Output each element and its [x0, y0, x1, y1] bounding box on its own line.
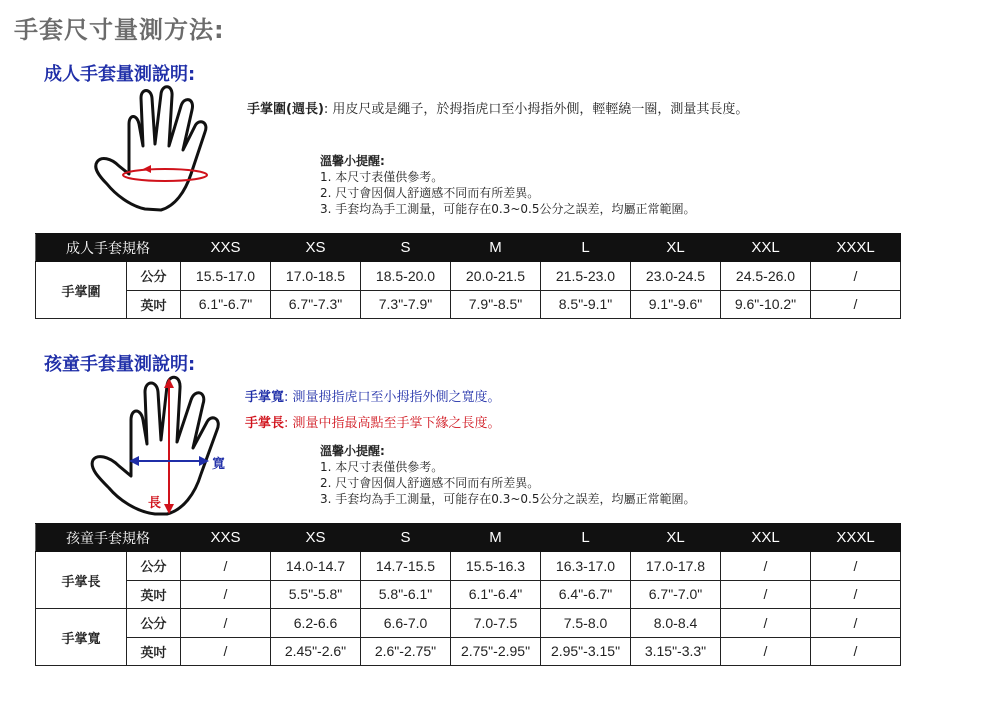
- note-item: 3. 手套均為手工測量，可能存在0.3~0.5公分之誤差，均屬正常範圍。: [320, 202, 696, 216]
- row-group-cell: [36, 552, 181, 609]
- table-header-row: [36, 524, 901, 552]
- table-cell: 7.3"-7.9": [361, 290, 451, 319]
- size-header: S: [361, 524, 451, 552]
- unit-label: 公分: [127, 552, 180, 581]
- table-cell: 2.75"-2.95": [451, 637, 541, 666]
- table-cell: 2.6"-2.75": [361, 637, 451, 666]
- size-header: XS: [271, 524, 361, 552]
- unit-label: 英吋: [140, 297, 167, 313]
- adult-size-table: [35, 233, 901, 319]
- table-cell: 6.7"-7.3": [271, 290, 361, 319]
- palm-length-desc: : 測量中指最高點至手掌下緣之長度。: [284, 416, 501, 431]
- table-cell: 9.6"-10.2": [721, 290, 811, 319]
- notes-title: 溫馨小提醒:: [320, 154, 385, 168]
- table-cell: 2.45"-2.6": [271, 637, 361, 666]
- table-cell: 14.7-15.5: [361, 552, 451, 581]
- size-header: XL: [631, 524, 721, 552]
- table-cell: /: [811, 637, 901, 666]
- palm-width-label: 手掌寬: [245, 390, 285, 405]
- note-item: 2. 尺寸會因個人舒適感不同而有所差異。: [320, 186, 540, 200]
- note-item: 1. 本尺寸表僅供參考。: [320, 460, 444, 474]
- table-cell: /: [811, 580, 901, 609]
- table-cell: /: [181, 637, 271, 666]
- unit-label: 英吋: [140, 644, 167, 660]
- table-cell: /: [181, 552, 271, 581]
- child-width-instruction: [245, 386, 501, 405]
- adult-section-title: 成人手套量測說明:: [44, 64, 196, 85]
- row-group-cell: [36, 609, 181, 666]
- table-row: [36, 609, 901, 638]
- size-header: XXXL: [811, 234, 901, 262]
- table-cell: /: [721, 609, 811, 638]
- table-cell: 6.2-6.6: [271, 609, 361, 638]
- width-mark: 寬: [212, 457, 226, 472]
- table-cell: 14.0-14.7: [271, 552, 361, 581]
- table-cell: 15.5-16.3: [451, 552, 541, 581]
- child-section-title: 孩童手套量測說明:: [44, 354, 196, 375]
- table-cell: 7.9"-8.5": [451, 290, 541, 319]
- table-cell: 18.5-20.0: [361, 262, 451, 291]
- table-cell: 21.5-23.0: [541, 262, 631, 291]
- size-header: S: [361, 234, 451, 262]
- table-row: [36, 552, 901, 581]
- note-item: 3. 手套均為手工測量，可能存在0.3~0.5公分之誤差，均屬正常範圍。: [320, 492, 696, 506]
- table-cell: 6.7"-7.0": [631, 580, 721, 609]
- table-cell: /: [181, 609, 271, 638]
- row-group-label: 手掌長: [36, 552, 127, 608]
- table-cell: /: [811, 609, 901, 638]
- unit-label: 公分: [127, 262, 180, 291]
- size-header: XXS: [181, 524, 271, 552]
- table-cell: 6.6-7.0: [361, 609, 451, 638]
- table-cell: 5.8"-6.1": [361, 580, 451, 609]
- table-cell: 6.1"-6.4": [451, 580, 541, 609]
- table-header-label: 孩童手套規格: [36, 524, 181, 552]
- table-cell: /: [811, 262, 901, 291]
- notes-title: 溫馨小提醒:: [320, 444, 385, 458]
- table-cell: 9.1"-9.6": [631, 290, 721, 319]
- size-header: L: [541, 524, 631, 552]
- palm-circumference-desc: : 用皮尺或是繩子，於拇指虎口至小拇指外側，輕輕繞一圈，測量其長度。: [323, 102, 749, 117]
- size-header: XXL: [721, 234, 811, 262]
- table-cell: /: [811, 552, 901, 581]
- size-header: L: [541, 234, 631, 262]
- adult-hand-illustration: [85, 84, 225, 224]
- table-cell: 7.5-8.0: [541, 609, 631, 638]
- row-group-label: 手掌寬: [36, 609, 127, 665]
- child-notes: [320, 443, 696, 507]
- palm-circumference-label: 手掌圍(週長): [247, 102, 324, 117]
- child-size-table: [35, 523, 901, 666]
- table-cell: 8.5"-9.1": [541, 290, 631, 319]
- page-title: 手套尺寸量測方法:: [14, 16, 225, 44]
- note-item: 2. 尺寸會因個人舒適感不同而有所差異。: [320, 476, 540, 490]
- palm-width-desc: : 測量拇指虎口至小拇指外側之寬度。: [284, 390, 501, 405]
- table-cell: /: [721, 637, 811, 666]
- table-cell: 24.5-26.0: [721, 262, 811, 291]
- table-header-row: [36, 234, 901, 262]
- palm-length-label: 手掌長: [245, 416, 285, 431]
- table-cell: 3.15"-3.3": [631, 637, 721, 666]
- table-header-label: 成人手套規格: [36, 234, 181, 262]
- size-header: M: [451, 524, 541, 552]
- unit-label: 公分: [127, 609, 180, 638]
- adult-notes: [320, 153, 696, 217]
- child-length-instruction: [245, 412, 501, 431]
- table-cell: 7.0-7.5: [451, 609, 541, 638]
- size-header: XL: [631, 234, 721, 262]
- table-cell: 15.5-17.0: [181, 262, 271, 291]
- adult-palm-instruction: [247, 98, 748, 117]
- table-cell: /: [181, 580, 271, 609]
- table-row: [36, 262, 901, 291]
- table-cell: 6.4"-6.7": [541, 580, 631, 609]
- note-item: 1. 本尺寸表僅供參考。: [320, 170, 444, 184]
- table-cell: 23.0-24.5: [631, 262, 721, 291]
- table-cell: 6.1"-6.7": [181, 290, 271, 319]
- size-header: XXS: [181, 234, 271, 262]
- table-cell: /: [721, 552, 811, 581]
- size-header: M: [451, 234, 541, 262]
- table-cell: 16.3-17.0: [541, 552, 631, 581]
- row-group-label: 手掌圍: [36, 262, 127, 318]
- length-mark: 長: [148, 496, 162, 511]
- size-header: XXXL: [811, 524, 901, 552]
- table-cell: 20.0-21.5: [451, 262, 541, 291]
- table-cell: 8.0-8.4: [631, 609, 721, 638]
- unit-label: 英吋: [140, 587, 167, 603]
- table-cell: /: [721, 580, 811, 609]
- size-header: XS: [271, 234, 361, 262]
- table-cell: 2.95"-3.15": [541, 637, 631, 666]
- size-header: XXL: [721, 524, 811, 552]
- row-group-cell: [36, 262, 181, 319]
- table-cell: 17.0-17.8: [631, 552, 721, 581]
- table-cell: /: [811, 290, 901, 319]
- table-cell: 17.0-18.5: [271, 262, 361, 291]
- table-cell: 5.5"-5.8": [271, 580, 361, 609]
